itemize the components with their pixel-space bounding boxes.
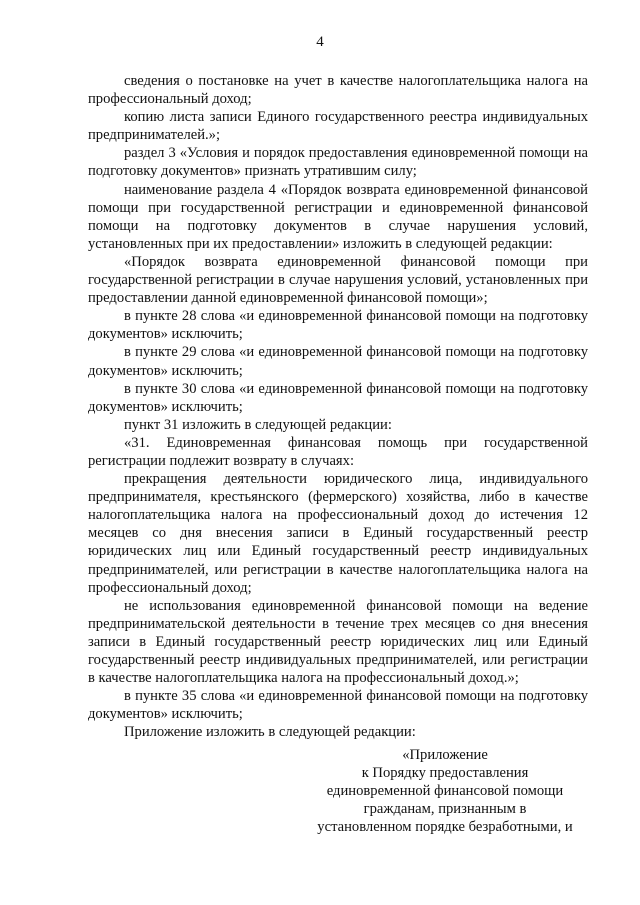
appendix-header <box>300 746 590 836</box>
paragraph: в пункте 35 слова «и единовременной финансовой помощи на подготовку документов» исключить; <box>88 688 588 723</box>
paragraph: копию листа записи Единого государственного реестра индивидуальных предпринимателей.»; <box>88 109 588 144</box>
appendix-line: «Приложение <box>402 747 488 763</box>
appendix-line: установленном порядке безработными, и <box>317 819 573 836</box>
appendix-line: гражданам, признанным в <box>363 801 527 818</box>
paragraph: не использования единовременной финансовой помощи на ведение предпринимательской деятельности в течение трех месяцев со дня внесения записи в Единый государственный реестр юридических лиц или Единый государственный реестр индивидуальных предпринимателей, или регистрации в качестве налогоплательщика налога на профессиональный доход.»; <box>88 597 588 687</box>
paragraph: в пункте 30 слова «и единовременной финансовой помощи на подготовку документов» исключить; <box>88 380 588 415</box>
paragraph: в пункте 28 слова «и единовременной финансовой помощи на подготовку документов» исключить; <box>88 308 588 343</box>
paragraph: «31. Единовременная финансовая помощь при государственной регистрации подлежит возврату в случаях: <box>88 434 588 469</box>
paragraph: Приложение изложить в следующей редакции: <box>124 724 416 741</box>
document-body <box>88 72 588 741</box>
paragraph: в пункте 29 слова «и единовременной финансовой помощи на подготовку документов» исключить; <box>88 344 588 379</box>
appendix-line: к Порядку предоставления <box>361 765 529 782</box>
paragraph: пункт 31 изложить в следующей редакции: <box>124 416 392 433</box>
paragraph: «Порядок возврата единовременной финансовой помощи при государственной регистрации в случае нарушения условий, установленных при предоставлении данной единовременной финансовой помощи»; <box>88 253 588 307</box>
paragraph: сведения о постановке на учет в качестве налогоплательщика налога на профессиональный доход; <box>88 73 588 108</box>
appendix-line: единовременной финансовой помощи <box>326 783 564 800</box>
paragraph: наименование раздела 4 «Порядок возврата единовременной финансовой помощи при государственной регистрации и единовременной финансовой помощи на подготовку документов в случае нарушения условий, установленных при их предоставлении» изложить в следующей редакции: <box>88 181 588 252</box>
paragraph: прекращения деятельности юридического лица, индивидуального предпринимателя, крестьянского (фермерского) хозяйства, либо в качестве налогоплательщика налога на профессиональный доход до истечения 12 месяцев со дня внесения записи в Единый государственный реестр юридических лиц или Единый государственный реестр индивидуальных предпринимателей, или регистрации в качестве налогоплательщика налога на профессиональный доход; <box>88 471 588 596</box>
paragraph: раздел 3 «Условия и порядок предоставления единовременной помощи на подготовку документов» признать утратившим силу; <box>88 145 588 180</box>
page-number: 4 <box>316 34 324 50</box>
